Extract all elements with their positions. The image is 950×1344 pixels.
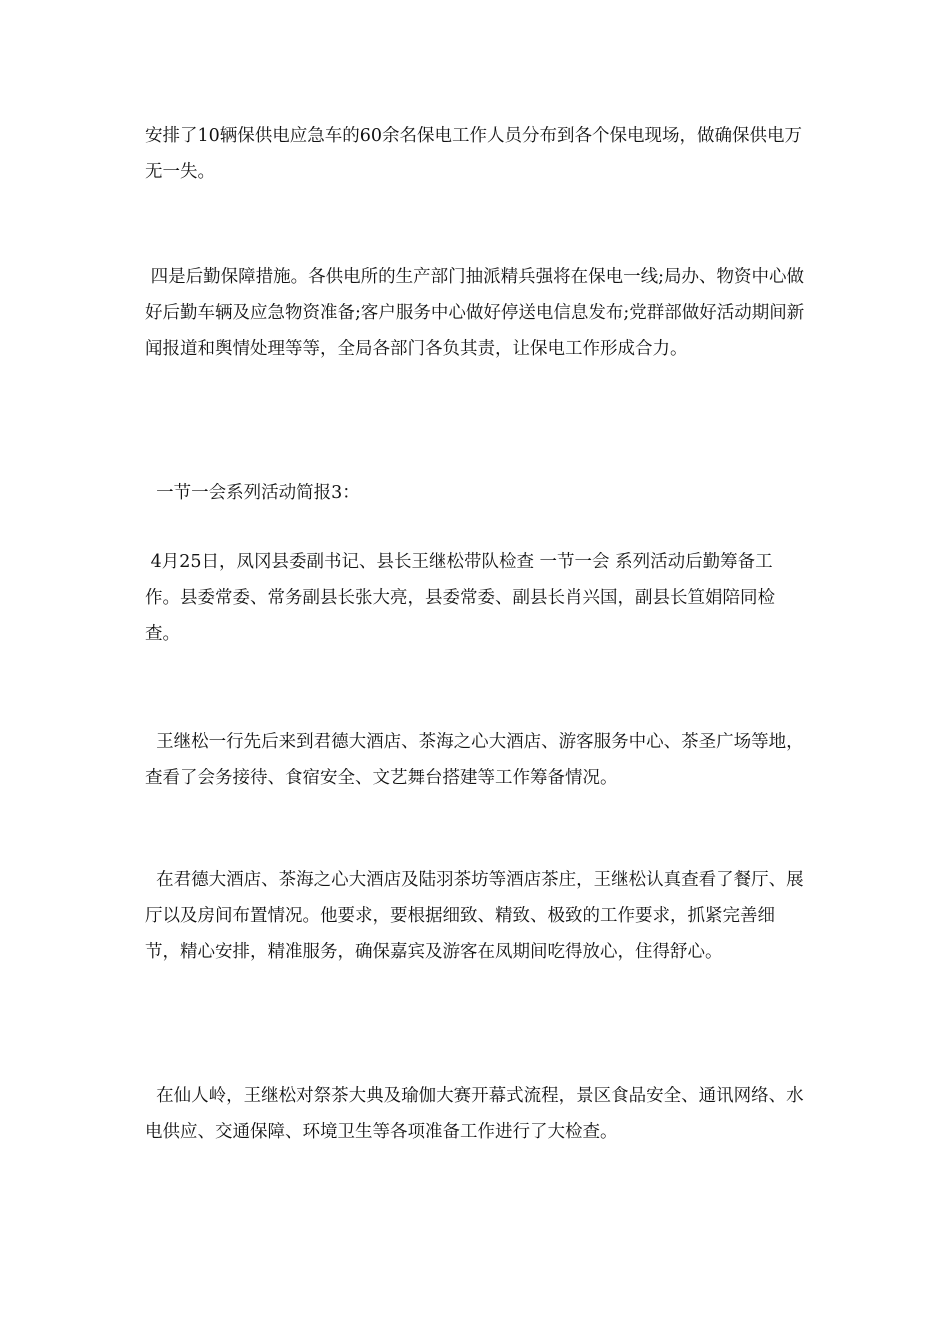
paragraph-hotel-requirements: 在君德大酒店、茶海之心大酒店及陆羽茶坊等酒店茶庄，王继松认真查看了餐厅、展厅以及房间布置情况。他要求，要根据细致、精致、极致的工作要求，抓紧完善细节，精心安排，精准服务，确保嘉宾及游客在凤期间吃得放心，住得舒心。 [145, 870, 804, 962]
paragraph-inspection-sites: 王继松一行先后来到君德大酒店、茶海之心大酒店、游客服务中心、茶圣广场等地，查看了会务接待、食宿安全、文艺舞台搭建等工作筹备情况。 [145, 732, 804, 788]
paragraph-logistics-measures: 四是后勤保障措施。各供电所的生产部门抽派精兵强将在保电一线;局办、物资中心做好后勤车辆及应急物资准备;客户服务中心做好停送电信息发布;党群部做好活动期间新闻报道和舆情处理等等，全局各部门各负其责，让保电工作形成合力。 [145, 267, 805, 359]
paragraph-power-staff: 安排了10辆保供电应急车的60余名保电工作人员分布到各个保电现场，做确保供电万无一失。 [145, 126, 803, 182]
paragraph-xianrenling-check: 在仙人岭，王继松对祭茶大典及瑜伽大赛开幕式流程，景区食品安全、通讯网络、水电供应、交通保障、环境卫生等各项准备工作进行了大检查。 [145, 1086, 804, 1142]
section-heading-briefing-3: 一节一会系列活动简报3： [145, 483, 360, 503]
paragraph-inspection-intro: 4月25日，凤冈县委副书记、县长王继松带队检查 一节一会 系列活动后勤筹备工作。县委常委、常务副县长张大亮，县委常委、副县长肖兴国，副县长笪娟陪同检查。 [145, 552, 775, 644]
